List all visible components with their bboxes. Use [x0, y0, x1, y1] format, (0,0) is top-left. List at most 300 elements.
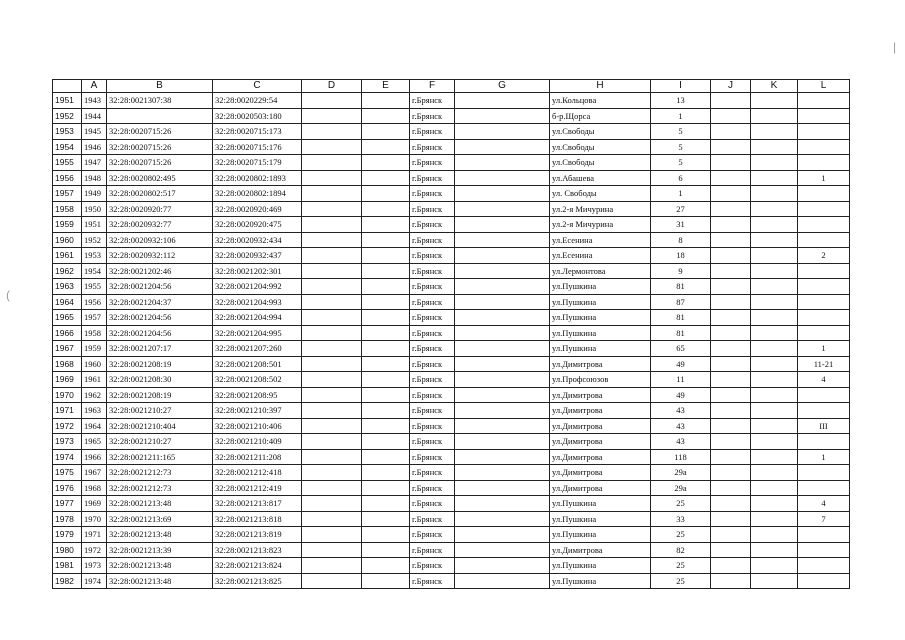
cell-k[interactable] [751, 356, 798, 372]
cell-b[interactable]: 32:28:0020802:517 [107, 186, 213, 202]
cell-i[interactable]: 43 [651, 418, 711, 434]
cell-f[interactable]: г.Брянск [410, 434, 455, 450]
cell-g[interactable] [455, 155, 550, 171]
column-header-g[interactable]: G [455, 80, 550, 93]
cell-a[interactable]: 1959 [82, 341, 107, 357]
cell-b[interactable]: 32:28:0020920:77 [107, 201, 213, 217]
cell-d[interactable] [302, 325, 362, 341]
cell-d[interactable] [302, 511, 362, 527]
cell-b[interactable]: 32:28:0021210:404 [107, 418, 213, 434]
cell-j[interactable] [711, 310, 751, 326]
cell-j[interactable] [711, 387, 751, 403]
cell-f[interactable]: г.Брянск [410, 496, 455, 512]
cell-a[interactable]: 1961 [82, 372, 107, 388]
cell-e[interactable] [362, 124, 410, 140]
cell-a[interactable]: 1955 [82, 279, 107, 295]
cell-h[interactable]: ул.Пушкина [550, 325, 651, 341]
cell-d[interactable] [302, 279, 362, 295]
cell-d[interactable] [302, 387, 362, 403]
cell-j[interactable] [711, 527, 751, 543]
cell-b[interactable]: 32:28:0020802:495 [107, 170, 213, 186]
cell-f[interactable]: г.Брянск [410, 573, 455, 589]
cell-k[interactable] [751, 558, 798, 574]
column-header-d[interactable]: D [302, 80, 362, 93]
cell-c[interactable]: 32:28:0020802:1893 [213, 170, 302, 186]
cell-h[interactable]: ул.Пушкина [550, 279, 651, 295]
cell-b[interactable]: 32:28:0021213:48 [107, 573, 213, 589]
cell-b[interactable]: 32:28:0021213:48 [107, 496, 213, 512]
cell-a[interactable]: 1946 [82, 139, 107, 155]
cell-d[interactable] [302, 356, 362, 372]
cell-h[interactable]: ул.Димитрова [550, 449, 651, 465]
cell-g[interactable] [455, 341, 550, 357]
cell-d[interactable] [302, 418, 362, 434]
cell-e[interactable] [362, 527, 410, 543]
column-header-f[interactable]: F [410, 80, 455, 93]
cell-e[interactable] [362, 558, 410, 574]
row-number[interactable]: 1975 [53, 465, 82, 481]
cell-c[interactable]: 32:28:0021210:397 [213, 403, 302, 419]
cell-b[interactable]: 32:28:0021204:56 [107, 310, 213, 326]
cell-d[interactable] [302, 248, 362, 264]
cell-a[interactable]: 1960 [82, 356, 107, 372]
cell-a[interactable]: 1974 [82, 573, 107, 589]
cell-l[interactable]: 4 [798, 496, 850, 512]
cell-g[interactable] [455, 496, 550, 512]
cell-i[interactable]: 5 [651, 139, 711, 155]
cell-g[interactable] [455, 527, 550, 543]
cell-b[interactable]: 32:28:0020715:26 [107, 139, 213, 155]
cell-b[interactable]: 32:28:0020932:112 [107, 248, 213, 264]
cell-j[interactable] [711, 356, 751, 372]
cell-e[interactable] [362, 93, 410, 109]
cell-h[interactable]: ул.Димитрова [550, 480, 651, 496]
cell-j[interactable] [711, 542, 751, 558]
cell-a[interactable]: 1949 [82, 186, 107, 202]
cell-j[interactable] [711, 403, 751, 419]
cell-j[interactable] [711, 217, 751, 233]
cell-c[interactable]: 32:28:0021213:819 [213, 527, 302, 543]
cell-f[interactable]: г.Брянск [410, 124, 455, 140]
cell-c[interactable]: 32:28:0020715:179 [213, 155, 302, 171]
cell-f[interactable]: г.Брянск [410, 170, 455, 186]
cell-l[interactable] [798, 542, 850, 558]
cell-g[interactable] [455, 279, 550, 295]
cell-c[interactable]: 32:28:0021204:992 [213, 279, 302, 295]
cell-a[interactable]: 1947 [82, 155, 107, 171]
cell-e[interactable] [362, 217, 410, 233]
cell-b[interactable]: 32:28:0020715:26 [107, 124, 213, 140]
cell-c[interactable]: 32:28:0021213:818 [213, 511, 302, 527]
cell-a[interactable]: 1951 [82, 217, 107, 233]
row-number[interactable]: 1964 [53, 294, 82, 310]
cell-g[interactable] [455, 434, 550, 450]
cell-g[interactable] [455, 449, 550, 465]
cell-d[interactable] [302, 449, 362, 465]
cell-b[interactable]: 32:28:0021204:56 [107, 279, 213, 295]
cell-l[interactable] [798, 139, 850, 155]
cell-d[interactable] [302, 310, 362, 326]
cell-k[interactable] [751, 93, 798, 109]
cell-d[interactable] [302, 573, 362, 589]
row-number[interactable]: 1968 [53, 356, 82, 372]
cell-a[interactable]: 1964 [82, 418, 107, 434]
cell-c[interactable]: 32:28:0021213:823 [213, 542, 302, 558]
cell-b[interactable]: 32:28:0021204:56 [107, 325, 213, 341]
cell-d[interactable] [302, 124, 362, 140]
cell-a[interactable]: 1945 [82, 124, 107, 140]
column-header-c[interactable]: C [213, 80, 302, 93]
cell-f[interactable]: г.Брянск [410, 294, 455, 310]
cell-f[interactable]: г.Брянск [410, 372, 455, 388]
cell-i[interactable]: 1 [651, 108, 711, 124]
cell-i[interactable]: 9 [651, 263, 711, 279]
cell-j[interactable] [711, 573, 751, 589]
cell-l[interactable]: 2 [798, 248, 850, 264]
cell-c[interactable]: 32:28:0020920:469 [213, 201, 302, 217]
cell-a[interactable]: 1958 [82, 325, 107, 341]
cell-h[interactable]: ул.Димитрова [550, 403, 651, 419]
cell-d[interactable] [302, 201, 362, 217]
cell-l[interactable] [798, 573, 850, 589]
cell-f[interactable]: г.Брянск [410, 558, 455, 574]
cell-f[interactable]: г.Брянск [410, 232, 455, 248]
cell-b[interactable]: 32:28:0021213:39 [107, 542, 213, 558]
cell-g[interactable] [455, 310, 550, 326]
cell-j[interactable] [711, 558, 751, 574]
cell-h[interactable]: б-р.Щорса [550, 108, 651, 124]
cell-i[interactable]: 29а [651, 465, 711, 481]
cell-j[interactable] [711, 434, 751, 450]
cell-k[interactable] [751, 310, 798, 326]
cell-h[interactable]: ул.Профсоюзов [550, 372, 651, 388]
cell-i[interactable]: 118 [651, 449, 711, 465]
cell-e[interactable] [362, 403, 410, 419]
cell-e[interactable] [362, 325, 410, 341]
cell-k[interactable] [751, 139, 798, 155]
cell-l[interactable] [798, 279, 850, 295]
cell-i[interactable]: 5 [651, 155, 711, 171]
cell-i[interactable]: 25 [651, 496, 711, 512]
cell-l[interactable]: 1 [798, 170, 850, 186]
cell-k[interactable] [751, 372, 798, 388]
cell-e[interactable] [362, 201, 410, 217]
cell-e[interactable] [362, 170, 410, 186]
cell-j[interactable] [711, 279, 751, 295]
cell-b[interactable]: 32:28:0021211:165 [107, 449, 213, 465]
row-number[interactable]: 1970 [53, 387, 82, 403]
row-number[interactable]: 1971 [53, 403, 82, 419]
cell-e[interactable] [362, 387, 410, 403]
row-number[interactable]: 1966 [53, 325, 82, 341]
cell-d[interactable] [302, 170, 362, 186]
cell-a[interactable]: 1966 [82, 449, 107, 465]
cell-l[interactable] [798, 155, 850, 171]
cell-g[interactable] [455, 542, 550, 558]
cell-c[interactable]: 32:28:0020715:176 [213, 139, 302, 155]
cell-f[interactable]: г.Брянск [410, 418, 455, 434]
cell-f[interactable]: г.Брянск [410, 108, 455, 124]
cell-g[interactable] [455, 403, 550, 419]
cell-e[interactable] [362, 465, 410, 481]
cell-i[interactable]: 1 [651, 186, 711, 202]
row-number[interactable]: 1959 [53, 217, 82, 233]
cell-b[interactable]: 32:28:0021213:48 [107, 558, 213, 574]
cell-k[interactable] [751, 387, 798, 403]
cell-g[interactable] [455, 217, 550, 233]
cell-d[interactable] [302, 341, 362, 357]
cell-l[interactable] [798, 527, 850, 543]
cell-i[interactable]: 25 [651, 573, 711, 589]
cell-h[interactable]: ул.Пушкина [550, 310, 651, 326]
cell-j[interactable] [711, 511, 751, 527]
cell-h[interactable]: ул.Есенина [550, 248, 651, 264]
row-number[interactable]: 1954 [53, 139, 82, 155]
cell-k[interactable] [751, 465, 798, 481]
cell-k[interactable] [751, 542, 798, 558]
cell-i[interactable]: 81 [651, 325, 711, 341]
cell-a[interactable]: 1952 [82, 232, 107, 248]
cell-i[interactable]: 6 [651, 170, 711, 186]
cell-k[interactable] [751, 186, 798, 202]
cell-h[interactable]: ул.Пушкина [550, 527, 651, 543]
cell-a[interactable]: 1971 [82, 527, 107, 543]
cell-c[interactable]: 32:28:0021210:409 [213, 434, 302, 450]
cell-k[interactable] [751, 573, 798, 589]
cell-g[interactable] [455, 93, 550, 109]
cell-i[interactable]: 5 [651, 124, 711, 140]
cell-k[interactable] [751, 341, 798, 357]
cell-j[interactable] [711, 248, 751, 264]
cell-c[interactable]: 32:28:0021212:419 [213, 480, 302, 496]
cell-a[interactable]: 1972 [82, 542, 107, 558]
cell-a[interactable]: 1948 [82, 170, 107, 186]
cell-i[interactable]: 27 [651, 201, 711, 217]
cell-l[interactable] [798, 480, 850, 496]
cell-k[interactable] [751, 201, 798, 217]
row-number[interactable]: 1955 [53, 155, 82, 171]
cell-l[interactable] [798, 387, 850, 403]
cell-c[interactable]: 32:28:0020229:54 [213, 93, 302, 109]
cell-c[interactable]: 32:28:0021204:993 [213, 294, 302, 310]
cell-h[interactable]: ул.Свободы [550, 124, 651, 140]
cell-i[interactable]: 87 [651, 294, 711, 310]
cell-e[interactable] [362, 449, 410, 465]
cell-c[interactable]: 32:28:0021208:502 [213, 372, 302, 388]
cell-k[interactable] [751, 263, 798, 279]
cell-j[interactable] [711, 93, 751, 109]
cell-e[interactable] [362, 108, 410, 124]
cell-h[interactable]: ул.2-я Мичурина [550, 201, 651, 217]
cell-k[interactable] [751, 232, 798, 248]
cell-l[interactable] [798, 294, 850, 310]
cell-h[interactable]: ул.Димитрова [550, 418, 651, 434]
cell-g[interactable] [455, 263, 550, 279]
cell-b[interactable]: 32:28:0020932:77 [107, 217, 213, 233]
row-number[interactable]: 1958 [53, 201, 82, 217]
cell-j[interactable] [711, 108, 751, 124]
column-header-l[interactable]: L [798, 80, 850, 93]
cell-b[interactable]: 32:28:0021202:46 [107, 263, 213, 279]
cell-l[interactable] [798, 434, 850, 450]
row-number[interactable]: 1982 [53, 573, 82, 589]
cell-f[interactable]: г.Брянск [410, 465, 455, 481]
row-number[interactable]: 1981 [53, 558, 82, 574]
cell-k[interactable] [751, 124, 798, 140]
cell-a[interactable]: 1963 [82, 403, 107, 419]
column-header-h[interactable]: H [550, 80, 651, 93]
cell-h[interactable]: ул.Димитрова [550, 387, 651, 403]
cell-l[interactable] [798, 310, 850, 326]
cell-d[interactable] [302, 434, 362, 450]
cell-c[interactable]: 32:28:0021204:995 [213, 325, 302, 341]
cell-b[interactable]: 32:28:0021208:30 [107, 372, 213, 388]
cell-e[interactable] [362, 542, 410, 558]
cell-j[interactable] [711, 496, 751, 512]
cell-b[interactable]: 32:28:0021213:48 [107, 527, 213, 543]
cell-a[interactable]: 1953 [82, 248, 107, 264]
cell-l[interactable]: 11-21 [798, 356, 850, 372]
cell-j[interactable] [711, 170, 751, 186]
cell-j[interactable] [711, 372, 751, 388]
cell-i[interactable]: 81 [651, 279, 711, 295]
cell-d[interactable] [302, 139, 362, 155]
row-number[interactable]: 1963 [53, 279, 82, 295]
cell-e[interactable] [362, 279, 410, 295]
cell-c[interactable]: 32:28:0021207:260 [213, 341, 302, 357]
cell-i[interactable]: 13 [651, 93, 711, 109]
cell-f[interactable]: г.Брянск [410, 527, 455, 543]
cell-h[interactable]: ул.Пушкина [550, 511, 651, 527]
cell-e[interactable] [362, 480, 410, 496]
cell-e[interactable] [362, 248, 410, 264]
cell-i[interactable]: 49 [651, 387, 711, 403]
cell-e[interactable] [362, 372, 410, 388]
cell-d[interactable] [302, 294, 362, 310]
cell-e[interactable] [362, 434, 410, 450]
cell-g[interactable] [455, 325, 550, 341]
row-number[interactable]: 1977 [53, 496, 82, 512]
cell-d[interactable] [302, 465, 362, 481]
cell-d[interactable] [302, 232, 362, 248]
cell-h[interactable]: ул.Кольцова [550, 93, 651, 109]
cell-d[interactable] [302, 527, 362, 543]
cell-g[interactable] [455, 480, 550, 496]
cell-h[interactable]: ул.2-я Мичурина [550, 217, 651, 233]
cell-i[interactable]: 43 [651, 434, 711, 450]
column-header-j[interactable]: J [711, 80, 751, 93]
cell-k[interactable] [751, 248, 798, 264]
cell-k[interactable] [751, 496, 798, 512]
cell-l[interactable] [798, 93, 850, 109]
cell-b[interactable]: 32:28:0021208:19 [107, 356, 213, 372]
cell-e[interactable] [362, 294, 410, 310]
cell-f[interactable]: г.Брянск [410, 449, 455, 465]
cell-i[interactable]: 31 [651, 217, 711, 233]
cell-b[interactable]: 32:28:0021307:38 [107, 93, 213, 109]
cell-k[interactable] [751, 480, 798, 496]
cell-b[interactable]: 32:28:0021204:37 [107, 294, 213, 310]
cell-i[interactable]: 18 [651, 248, 711, 264]
cell-c[interactable]: 32:28:0020932:434 [213, 232, 302, 248]
cell-b[interactable]: 32:28:0021207:17 [107, 341, 213, 357]
cell-l[interactable]: 1 [798, 341, 850, 357]
cell-j[interactable] [711, 449, 751, 465]
cell-c[interactable]: 32:28:0020932:437 [213, 248, 302, 264]
cell-l[interactable] [798, 558, 850, 574]
cell-j[interactable] [711, 201, 751, 217]
cell-i[interactable]: 82 [651, 542, 711, 558]
cell-l[interactable] [798, 263, 850, 279]
cell-j[interactable] [711, 418, 751, 434]
row-number[interactable]: 1952 [53, 108, 82, 124]
column-header-a[interactable]: A [82, 80, 107, 93]
cell-j[interactable] [711, 139, 751, 155]
cell-k[interactable] [751, 279, 798, 295]
cell-j[interactable] [711, 465, 751, 481]
cell-a[interactable]: 1968 [82, 480, 107, 496]
row-number[interactable]: 1980 [53, 542, 82, 558]
cell-j[interactable] [711, 294, 751, 310]
cell-c[interactable]: 32:28:0021208:95 [213, 387, 302, 403]
cell-e[interactable] [362, 263, 410, 279]
cell-f[interactable]: г.Брянск [410, 263, 455, 279]
row-number[interactable]: 1951 [53, 93, 82, 109]
cell-c[interactable]: 32:28:0021211:208 [213, 449, 302, 465]
cell-e[interactable] [362, 310, 410, 326]
cell-h[interactable]: ул.Димитрова [550, 465, 651, 481]
cell-l[interactable]: 1 [798, 449, 850, 465]
cell-l[interactable] [798, 124, 850, 140]
cell-a[interactable]: 1944 [82, 108, 107, 124]
cell-b[interactable]: 32:28:0020932:106 [107, 232, 213, 248]
row-number[interactable]: 1969 [53, 372, 82, 388]
cell-b[interactable]: 32:28:0021208:19 [107, 387, 213, 403]
cell-h[interactable]: ул.Димитрова [550, 434, 651, 450]
cell-l[interactable] [798, 186, 850, 202]
row-number[interactable]: 1961 [53, 248, 82, 264]
cell-f[interactable]: г.Брянск [410, 279, 455, 295]
cell-a[interactable]: 1957 [82, 310, 107, 326]
cell-h[interactable]: ул.Пушкина [550, 573, 651, 589]
cell-d[interactable] [302, 496, 362, 512]
cell-k[interactable] [751, 155, 798, 171]
cell-l[interactable] [798, 325, 850, 341]
cell-i[interactable]: 65 [651, 341, 711, 357]
cell-d[interactable] [302, 108, 362, 124]
cell-a[interactable]: 1965 [82, 434, 107, 450]
cell-d[interactable] [302, 155, 362, 171]
cell-e[interactable] [362, 496, 410, 512]
cell-d[interactable] [302, 93, 362, 109]
cell-a[interactable]: 1973 [82, 558, 107, 574]
cell-h[interactable]: ул.Димитрова [550, 542, 651, 558]
cell-k[interactable] [751, 511, 798, 527]
cell-d[interactable] [302, 263, 362, 279]
column-header-k[interactable]: K [751, 80, 798, 93]
cell-g[interactable] [455, 186, 550, 202]
cell-c[interactable]: 32:28:0021213:824 [213, 558, 302, 574]
cell-b[interactable]: 32:28:0021213:69 [107, 511, 213, 527]
cell-j[interactable] [711, 480, 751, 496]
cell-e[interactable] [362, 139, 410, 155]
column-header-b[interactable]: B [107, 80, 213, 93]
row-number[interactable]: 1967 [53, 341, 82, 357]
cell-h[interactable]: ул.Абашева [550, 170, 651, 186]
cell-j[interactable] [711, 186, 751, 202]
column-header-i[interactable]: I [651, 80, 711, 93]
cell-h[interactable]: ул.Димитрова [550, 356, 651, 372]
